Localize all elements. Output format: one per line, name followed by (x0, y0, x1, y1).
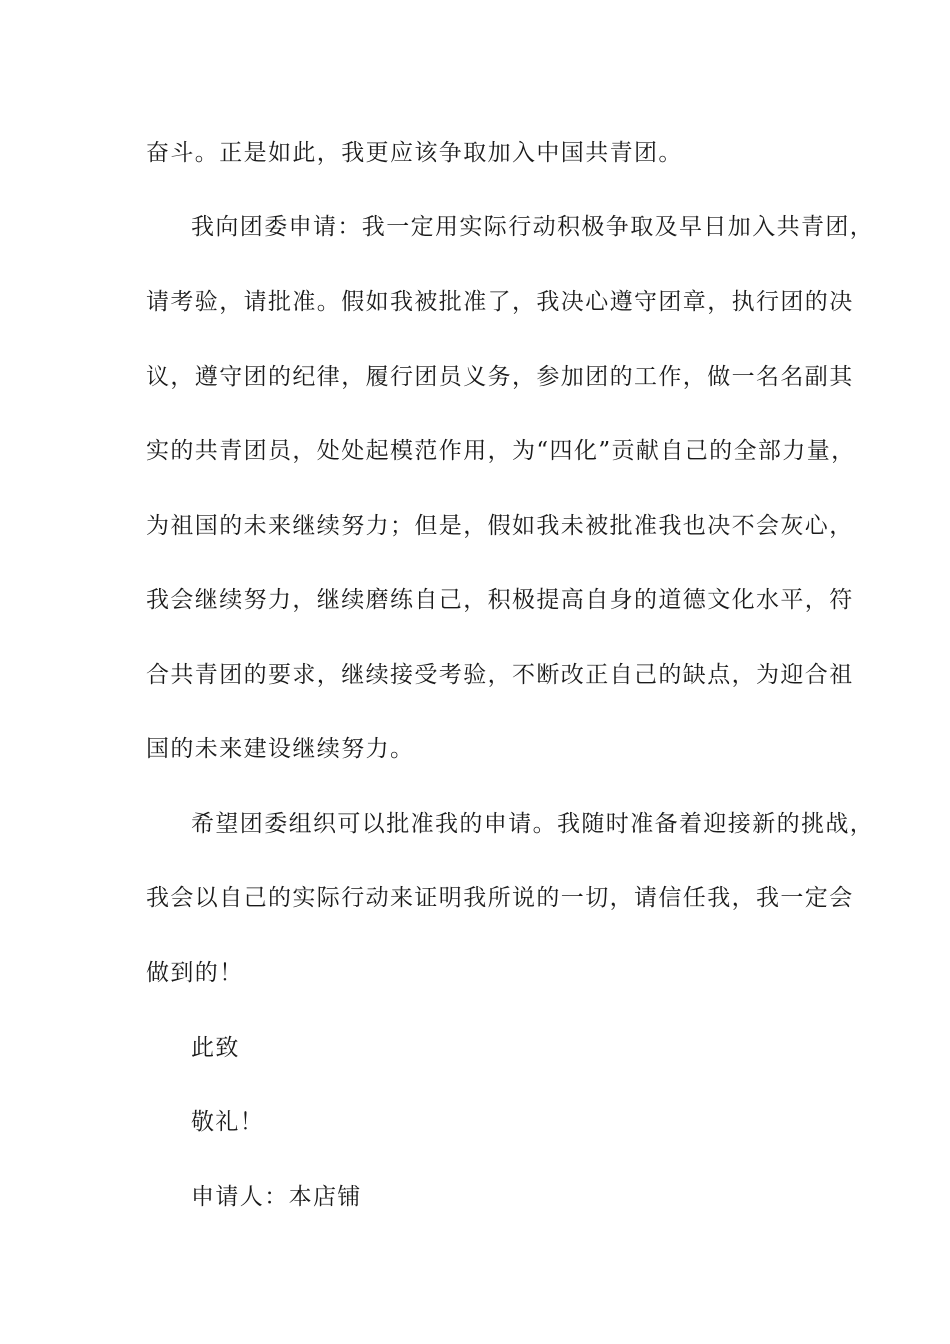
text-line: 为祖国的未来继续努力；但是，假如我未被批准我也决不会灰心， (146, 513, 854, 539)
text-line: 合共青团的要求，继续接受考验，不断改正自己的缺点，为迎合祖 (146, 662, 854, 688)
text-line: 国的未来建设继续努力。 (146, 736, 415, 762)
text-line: 希望团委组织可以批准我的申请。我随时准备着迎接新的挑战， (191, 811, 875, 837)
text-line: 奋斗。正是如此，我更应该争取加入中国共青团。 (146, 140, 683, 166)
text-line: 实的共青团员，处处起模范作用，为“四化”贡献自己的全部力量， (146, 438, 856, 464)
text-line: 请考验，请批准。假如我被批准了，我决心遵守团章，执行团的决 (146, 289, 854, 315)
closing-regards: 敬礼！ (191, 1109, 265, 1135)
applicant-signature: 申请人：本店铺 (191, 1184, 362, 1210)
text-line: 做到的！ (146, 960, 244, 986)
text-line: 议，遵守团的纪律，履行团员义务，参加团的工作，做一名名副其 (146, 364, 854, 390)
text-line: 我会继续努力，继续磨练自己，积极提高自身的道德文化水平，符 (146, 587, 854, 613)
text-line: 我会以自己的实际行动来证明我所说的一切，请信任我，我一定会 (146, 885, 854, 911)
text-line: 我向团委申请：我一定用实际行动积极争取及早日加入共青团， (191, 214, 875, 240)
closing-salutation: 此致 (191, 1035, 240, 1061)
